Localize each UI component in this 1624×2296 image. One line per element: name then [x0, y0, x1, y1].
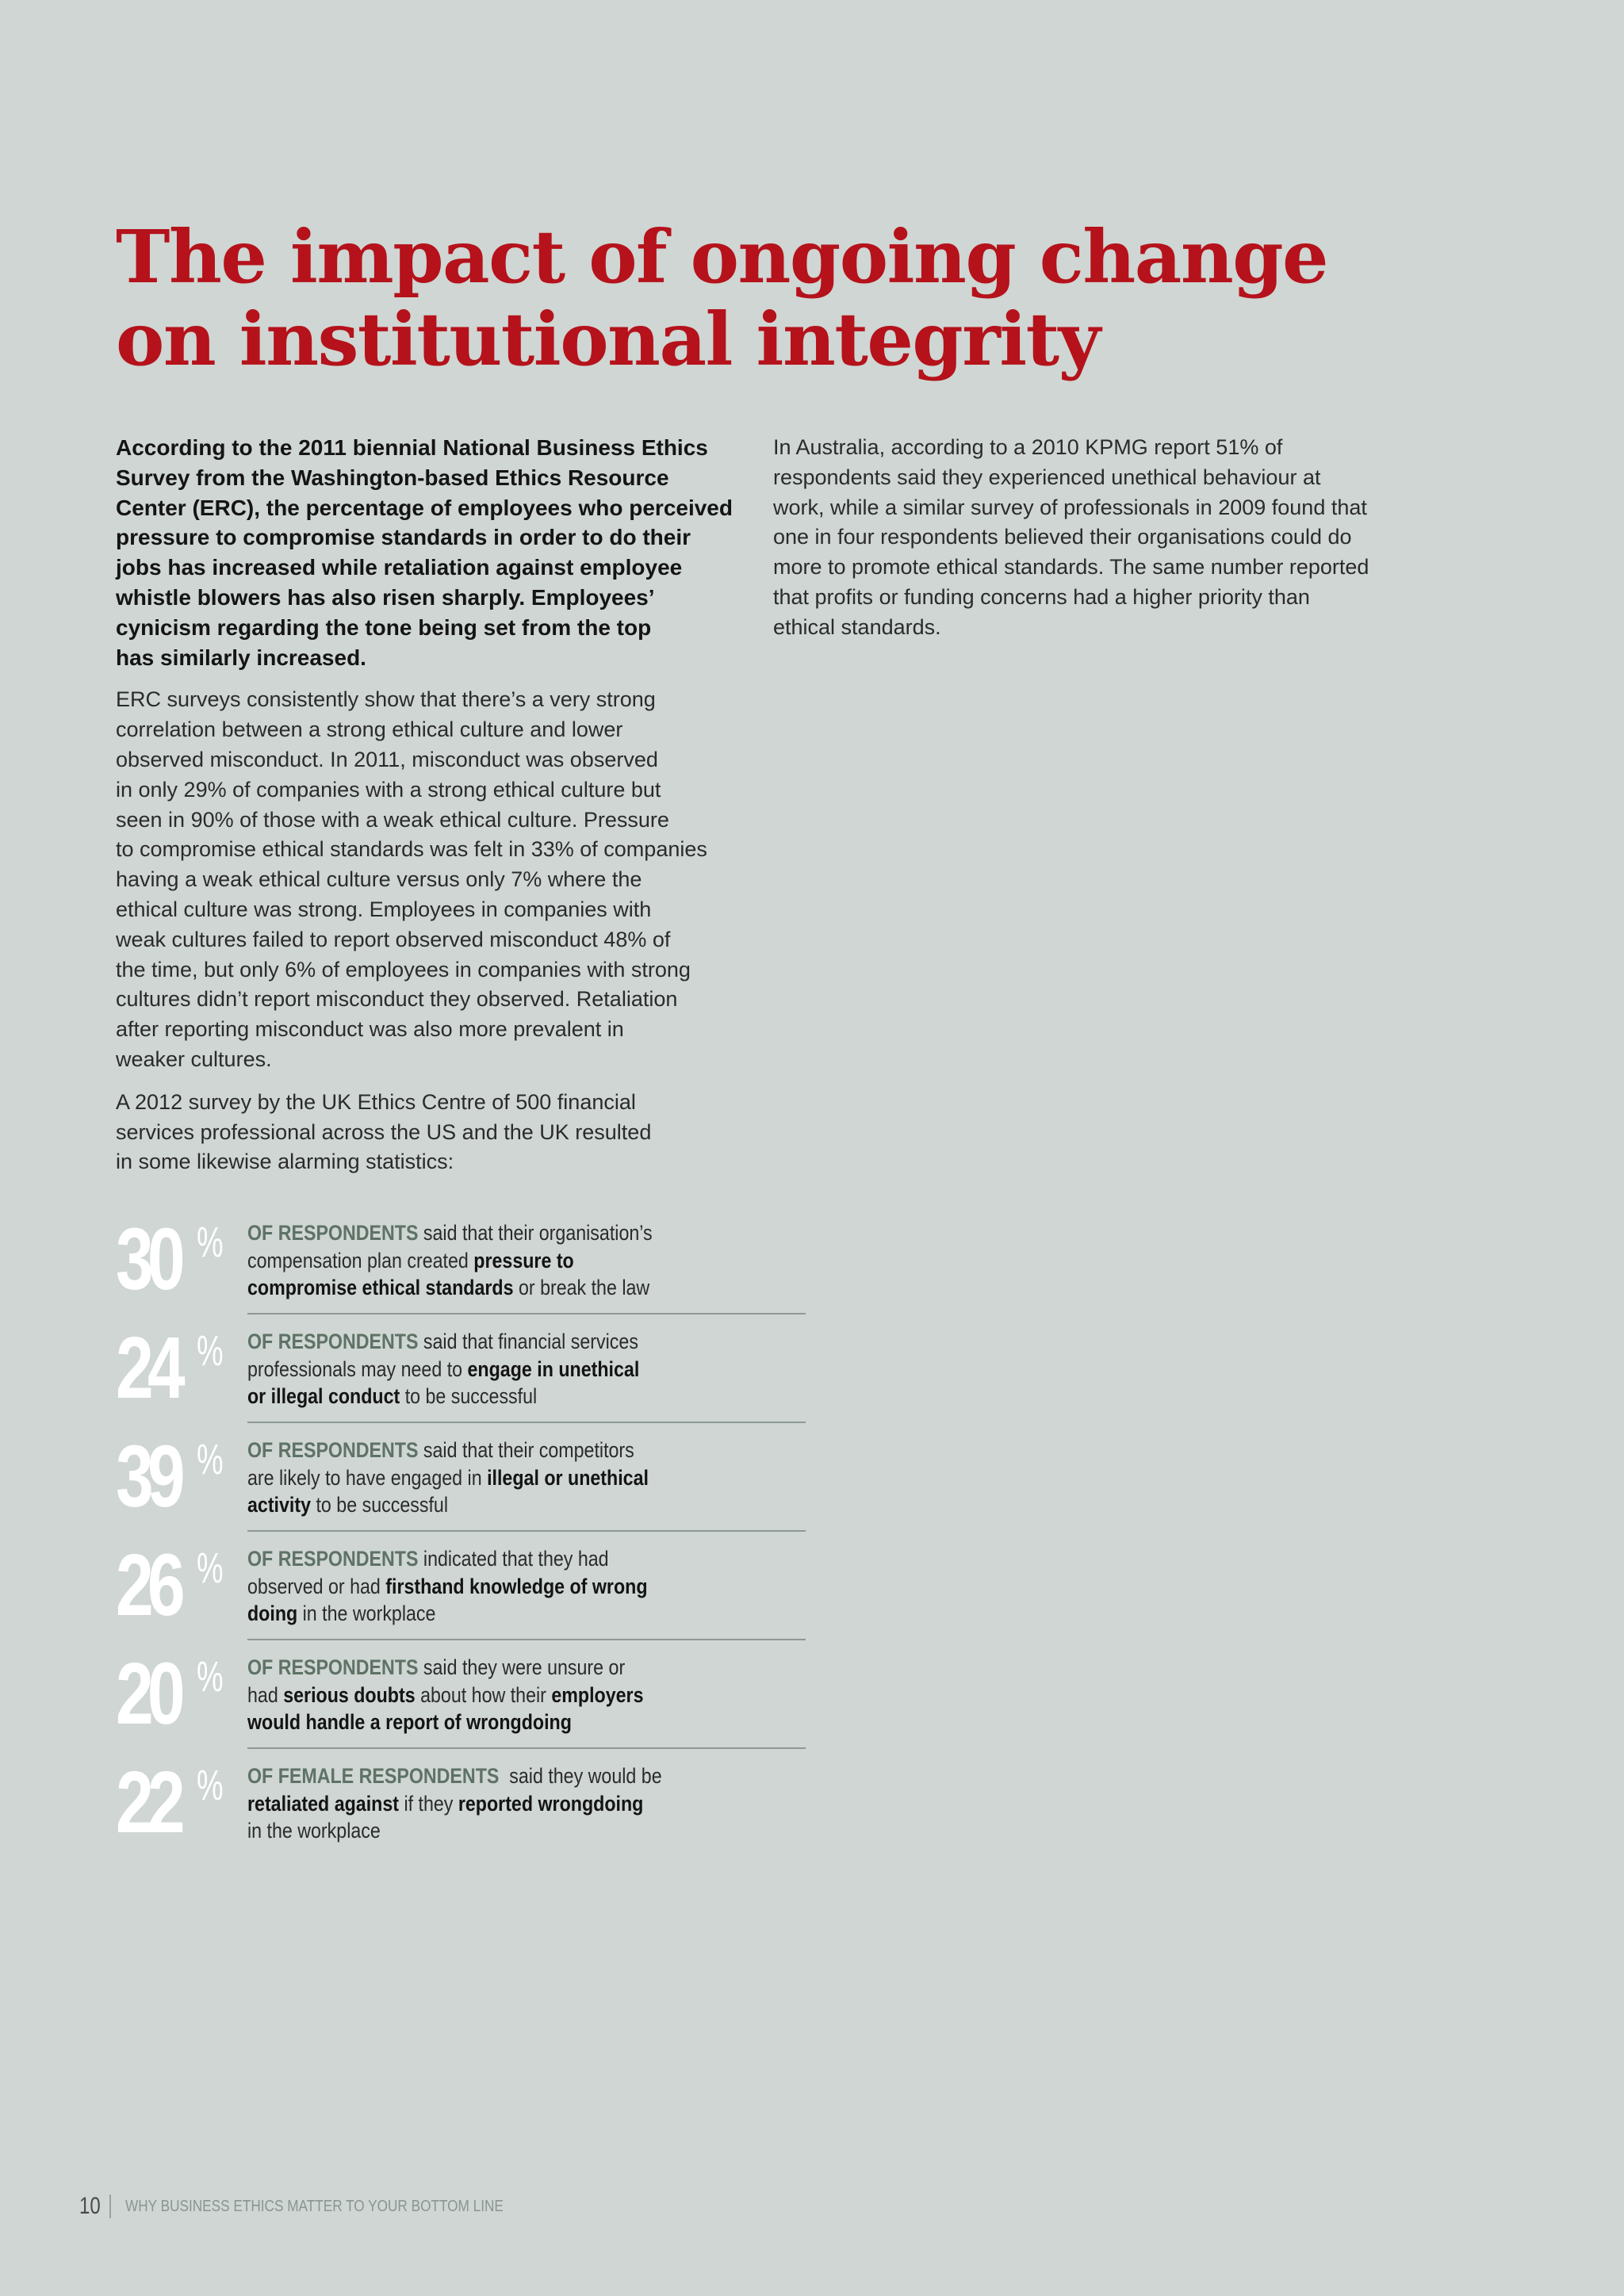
- stat-text-part: professionals may need to: [247, 1357, 468, 1381]
- body-line: weak cultures failed to report observed misconduct 48% of: [116, 927, 671, 951]
- stat-text-part: indicated that they had: [418, 1547, 609, 1571]
- stat-emphasis: or illegal conduct: [247, 1384, 400, 1408]
- body-line: in some likewise alarming statistics:: [116, 1150, 454, 1174]
- stat-emphasis: firsthand knowledge of wrong: [385, 1574, 648, 1598]
- stat-number: 22: [116, 1754, 179, 1851]
- stat-percent-sign: %: [197, 1544, 224, 1592]
- left-column: [116, 433, 750, 1190]
- stat-number: 24: [116, 1319, 179, 1417]
- stat-emphasis: would handle a report of wrongdoing: [247, 1710, 572, 1734]
- body-line: work, while a similar survey of professionals in 2009 found that: [773, 495, 1367, 519]
- stat-number: 30: [116, 1211, 179, 1308]
- stat-emphasis: engage in unethical: [467, 1357, 640, 1381]
- stat-text-part: said they would be: [499, 1764, 662, 1788]
- stat-divider: [247, 1422, 806, 1423]
- lead-line: jobs has increased while retaliation against employee: [116, 555, 683, 580]
- stat-description: [247, 1219, 691, 1302]
- body-line: in only 29% of companies with a strong ethical culture but: [116, 777, 661, 802]
- right-column: [773, 433, 1408, 656]
- stat-text-part: to be successful: [311, 1493, 448, 1517]
- stat-item: [116, 1213, 695, 1322]
- body-line: respondents said they experienced unethical behaviour at: [773, 465, 1321, 489]
- stat-item: [116, 1536, 695, 1647]
- stat-text-part: said they were unsure or: [418, 1655, 626, 1679]
- stat-text-part: to be successful: [400, 1384, 538, 1408]
- stat-description: [247, 1545, 691, 1628]
- body-line: having a weak ethical culture versus only 7% where the: [116, 867, 642, 892]
- stat-text-part: had: [247, 1682, 284, 1707]
- stat-text-part: are likely to have engaged in: [247, 1465, 488, 1490]
- lead-line: Survey from the Washington-based Ethics Resource: [116, 465, 669, 490]
- stat-emphasis: reported wrongdoing: [458, 1791, 644, 1816]
- stat-item: [116, 1756, 695, 1865]
- stat-emphasis: pressure to: [473, 1248, 574, 1272]
- stat-percent-sign: %: [197, 1436, 224, 1483]
- stat-text-part: or break the law: [513, 1276, 650, 1299]
- body-line: services professional across the US and the UK resulted: [116, 1119, 652, 1144]
- footer-divider: [109, 2195, 111, 2218]
- stat-text-part: compensation plan created: [247, 1248, 474, 1272]
- stat-text-part: in the workplace: [247, 1819, 381, 1843]
- lead-line: cynicism regarding the tone being set from the top: [116, 614, 652, 640]
- stat-emphasis: activity: [247, 1493, 312, 1517]
- page-number: 10: [79, 2193, 101, 2219]
- body-line: to compromise ethical standards was felt in 33% of companies: [116, 837, 707, 862]
- lead-line: whistle blowers has also risen sharply. Employees’: [116, 584, 655, 610]
- stat-text-part: in the workplace: [297, 1601, 436, 1625]
- stat-label: OF RESPONDENTS: [247, 1330, 419, 1353]
- statistics-list: [116, 1213, 695, 1865]
- stat-percent-sign: %: [197, 1219, 224, 1266]
- body-line: A 2012 survey by the UK Ethics Centre of 500 financial: [116, 1089, 636, 1114]
- lead-line: has similarly increased.: [116, 645, 366, 670]
- body-line: seen in 90% of those with a weak ethical culture. Pressure: [116, 807, 669, 832]
- body-line: weaker cultures.: [116, 1047, 272, 1071]
- stat-text-part: said that their competitors: [418, 1438, 634, 1462]
- body-line: the time, but only 6% of employees in companies with strong: [116, 957, 691, 982]
- stat-item: [116, 1430, 695, 1539]
- uk-survey-paragraph: [116, 1088, 750, 1177]
- body-line: one in four respondents believed their organisations could do: [773, 525, 1352, 549]
- title-line-2: on institutional integrity: [116, 297, 1100, 382]
- stat-description: [247, 1437, 691, 1519]
- body-line: ethical standards.: [773, 614, 941, 639]
- body-line: In Australia, according to a 2010 KPMG report 51% of: [773, 435, 1283, 459]
- australia-paragraph: [773, 433, 1408, 643]
- lead-line: According to the 2011 biennial National Business Ethics: [116, 435, 708, 460]
- stat-label: OF RESPONDENTS: [247, 1221, 419, 1245]
- body-line: cultures didn’t report misconduct they observed. Retaliation: [116, 987, 678, 1012]
- stat-emphasis: serious doubts: [283, 1682, 416, 1707]
- stat-divider: [247, 1639, 806, 1640]
- lead-line: pressure to compromise standards in order to do their: [116, 525, 691, 550]
- stat-label: OF FEMALE RESPONDENTS: [247, 1764, 500, 1788]
- stat-emphasis: doing: [247, 1601, 298, 1625]
- stat-emphasis: illegal or unethical: [487, 1465, 649, 1490]
- body-line: more to promote ethical standards. The same number reported: [773, 555, 1369, 580]
- stat-item: [116, 1647, 695, 1756]
- stat-label: OF RESPONDENTS: [247, 1547, 419, 1571]
- stat-text-part: if they: [398, 1791, 458, 1816]
- stat-emphasis: retaliated against: [247, 1791, 399, 1816]
- body-line: that profits or funding concerns had a higher priority than: [773, 584, 1310, 609]
- page-title: [116, 214, 1328, 382]
- erc-paragraph: [116, 685, 750, 1074]
- body-line: observed misconduct. In 2011, misconduct was observed: [116, 747, 658, 771]
- running-title: WHY BUSINESS ETHICS MATTER TO YOUR BOTTOM LINE: [125, 2197, 504, 2215]
- stat-percent-sign: %: [197, 1653, 224, 1701]
- body-line: ERC surveys consistently show that there’s a very strong: [116, 687, 656, 712]
- stat-text-part: said that their organisation’s: [418, 1221, 653, 1245]
- stat-percent-sign: %: [197, 1762, 224, 1809]
- stat-description: [247, 1654, 691, 1736]
- stat-divider: [247, 1313, 806, 1314]
- stat-text-part: about how their: [415, 1682, 552, 1707]
- stat-text-part: observed or had: [247, 1574, 386, 1598]
- stat-description: [247, 1762, 691, 1845]
- stat-item: [116, 1319, 695, 1430]
- stat-percent-sign: %: [197, 1327, 224, 1375]
- stat-number: 39: [116, 1428, 179, 1525]
- lead-line: Center (ERC), the percentage of employees who perceived: [116, 495, 733, 520]
- stat-label: OF RESPONDENTS: [247, 1655, 419, 1679]
- stat-emphasis: compromise ethical standards: [247, 1276, 514, 1299]
- stat-divider: [247, 1747, 806, 1749]
- stat-emphasis: employers: [551, 1682, 644, 1707]
- page-footer: [79, 2193, 565, 2220]
- stat-divider: [247, 1530, 806, 1532]
- body-line: correlation between a strong ethical culture and lower: [116, 718, 623, 742]
- stat-description: [247, 1328, 691, 1410]
- lead-paragraph: [116, 433, 750, 672]
- stat-label: OF RESPONDENTS: [247, 1438, 419, 1462]
- stat-number: 26: [116, 1536, 179, 1634]
- body-line: after reporting misconduct was also more prevalent in: [116, 1017, 624, 1042]
- body-line: ethical culture was strong. Employees in companies with: [116, 897, 652, 921]
- stat-number: 20: [116, 1645, 179, 1743]
- title-line-1: The impact of ongoing change: [116, 214, 1328, 300]
- stat-text-part: said that financial services: [418, 1330, 638, 1353]
